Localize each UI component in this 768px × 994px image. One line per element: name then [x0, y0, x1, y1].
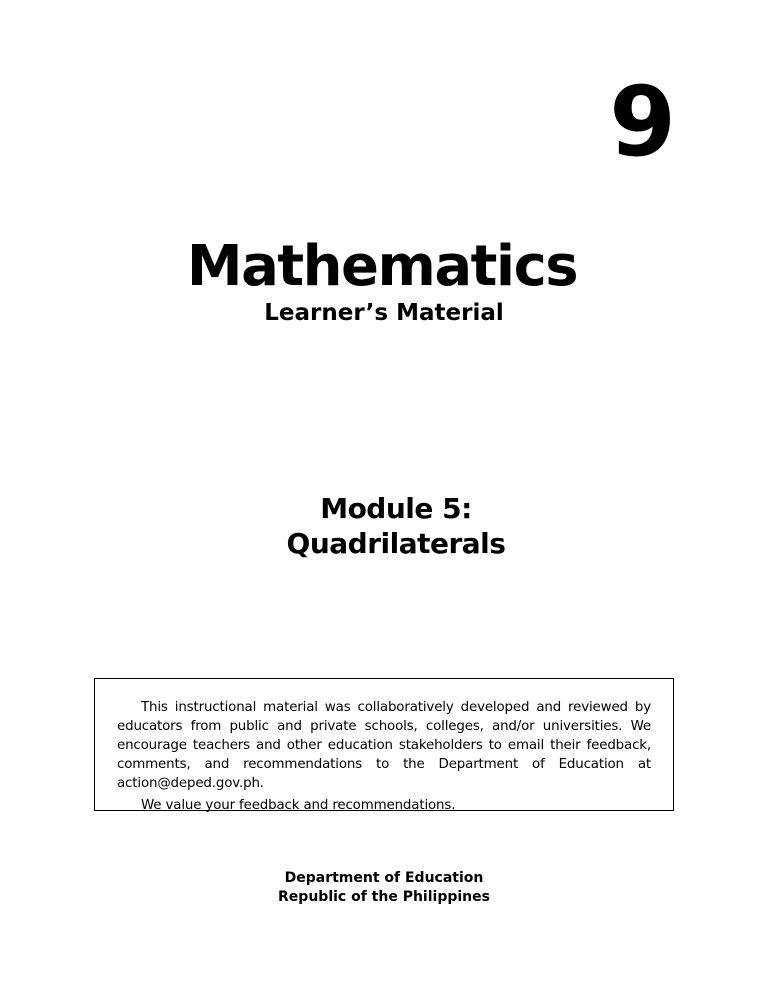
publisher-name: Department of Education — [284, 870, 484, 886]
grade-number: 9 — [609, 66, 674, 178]
publisher-country: Republic of the Philippines — [278, 889, 490, 905]
title-block — [0, 236, 768, 327]
notice-paragraph: This instructional material was collaboratively developed and reviewed by educators from public and private schools, colleges, and/or universities. We encourage teachers and other education stakeholders to email their feedback, comments, and recommendations to the Department of Education at action@deped.gov.ph. — [117, 700, 651, 791]
module-topic: Quadrilaterals — [286, 527, 506, 560]
publisher-block — [0, 869, 768, 907]
main-title: Mathematics — [186, 234, 578, 299]
feedback-notice-box — [94, 678, 674, 811]
subtitle: Learner’s Material — [264, 299, 504, 326]
module-block — [0, 491, 768, 561]
notice-closing: We value your feedback and recommendations. — [141, 798, 456, 813]
module-number: Module 5: — [320, 492, 472, 525]
